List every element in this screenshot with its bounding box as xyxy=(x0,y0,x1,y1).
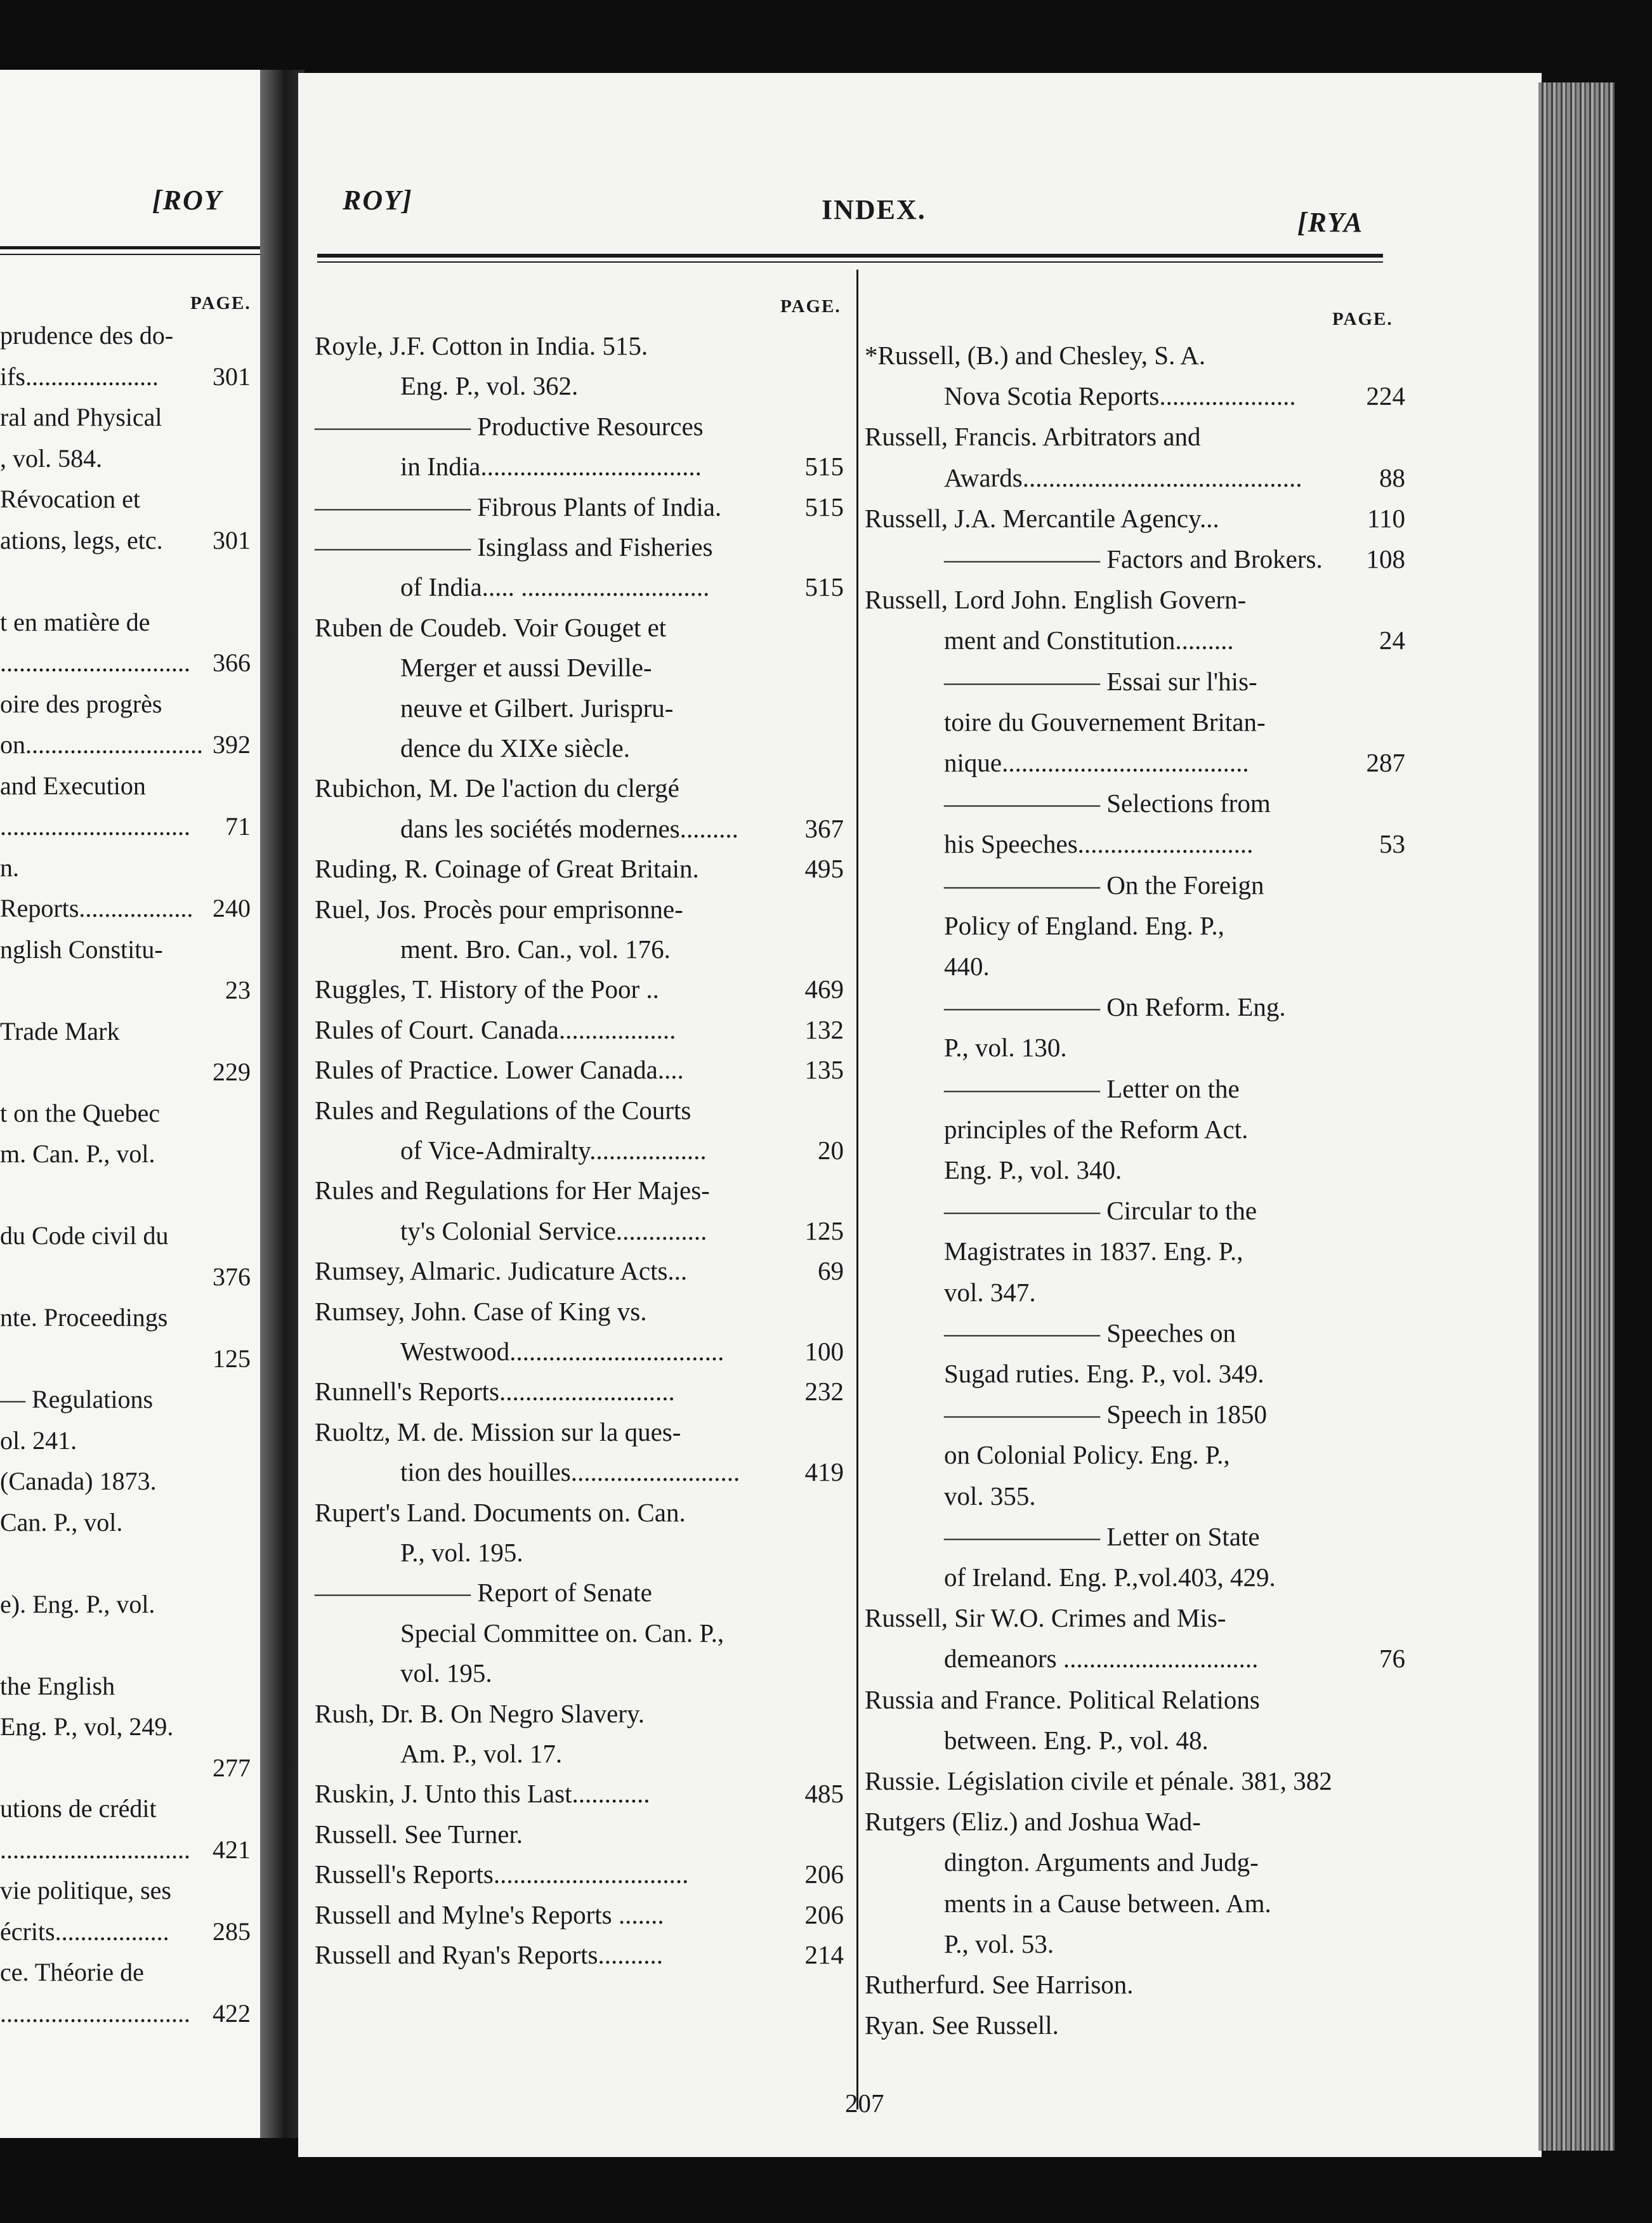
index-entry-text: —————— Letter on the xyxy=(944,1073,1240,1103)
index-entry-text: Russell, Lord John. English Govern- xyxy=(865,585,1247,615)
index-entry-text: nique...................................... xyxy=(944,748,1249,777)
left-fragment-text: nte. Proceedings xyxy=(0,1303,168,1332)
index-entry xyxy=(315,1014,844,1044)
left-fragment-text: on............................ xyxy=(0,730,203,759)
left-index-fragment xyxy=(0,1426,251,1455)
index-entry xyxy=(400,454,844,480)
index-entry-text: principles of the Reform Act. xyxy=(944,1114,1249,1144)
index-entry-page: 125 xyxy=(804,1216,844,1245)
left-index-fragment xyxy=(0,853,251,882)
left-page-label: PAGE. xyxy=(190,293,251,313)
index-entry-text: 440. xyxy=(944,952,990,981)
index-entry xyxy=(944,1238,1405,1264)
left-fragment-text: .............................. xyxy=(0,1998,190,2028)
index-entry-text: Awards........................................... xyxy=(944,462,1302,492)
index-entry xyxy=(315,775,844,801)
index-entry-text: toire du Gouvernement Britan- xyxy=(944,707,1266,737)
index-entry xyxy=(400,655,844,681)
index-entry-page: 76 xyxy=(1379,1644,1405,1674)
index-entry-page: 135 xyxy=(804,1055,844,1085)
index-entry-text: Rush, Dr. B. On Negro Slavery. xyxy=(315,1698,645,1728)
index-entry xyxy=(944,1114,1405,1144)
left-index-fragment xyxy=(0,1098,251,1128)
index-entry xyxy=(315,856,844,882)
left-index-fragment xyxy=(0,893,251,923)
left-index-fragment xyxy=(0,730,251,759)
index-entry xyxy=(315,1497,844,1527)
index-entry-text: —————— Fibrous Plants of India. xyxy=(315,492,722,521)
index-entry-text: of India..... ............................. xyxy=(400,572,710,602)
left-fragment-text: ifs..................... xyxy=(0,362,159,391)
left-index-fragment xyxy=(0,1671,251,1701)
index-entry-text: P., vol. 53. xyxy=(944,1929,1054,1958)
index-entry xyxy=(400,1218,844,1244)
left-index-fragment xyxy=(0,443,251,473)
left-fragment-page: 229 xyxy=(213,1058,251,1086)
index-entry xyxy=(315,1177,844,1203)
index-entry xyxy=(944,627,1405,653)
index-entry xyxy=(944,666,1405,696)
left-fragment-page: 392 xyxy=(213,730,251,759)
index-entry-text: Russie. Législation civile et pénale. 381, 382 xyxy=(865,1766,1332,1795)
left-index-fragment xyxy=(0,771,251,801)
index-entry-text: vol. 355. xyxy=(944,1481,1036,1511)
left-fragment-page: 23 xyxy=(225,976,251,1004)
index-entry xyxy=(400,936,844,962)
index-entry xyxy=(944,750,1405,776)
index-entry-text: Eng. P., vol. 362. xyxy=(400,371,579,401)
left-index-fragment xyxy=(0,1835,251,1865)
left-index-fragment xyxy=(0,402,251,432)
index-entry xyxy=(315,1258,844,1284)
index-entry-page: 495 xyxy=(804,854,844,884)
index-entry-text: ment. Bro. Can., vol. 176. xyxy=(400,934,671,964)
index-entry xyxy=(400,695,844,721)
index-entry-text: *Russell, (B.) and Chesley, S. A. xyxy=(865,341,1206,370)
left-fragment-text: ce. Théorie de xyxy=(0,1958,144,1986)
index-entry xyxy=(400,1459,844,1485)
index-entry xyxy=(944,1035,1405,1061)
left-fragment-page: 240 xyxy=(213,894,251,922)
index-entry xyxy=(865,503,1405,533)
left-index-fragment xyxy=(0,1589,251,1619)
index-entry xyxy=(944,1320,1405,1346)
index-entry xyxy=(865,343,1405,369)
index-entry xyxy=(315,333,844,359)
index-entry-text: Magistrates in 1837. Eng. P., xyxy=(944,1236,1243,1266)
left-index-fragment xyxy=(0,1957,251,1987)
left-index-fragment xyxy=(0,1139,251,1169)
index-entry-text: Ruskin, J. Unto this Last............ xyxy=(315,1779,650,1809)
index-entry xyxy=(944,1725,1405,1755)
header-right: [RYA xyxy=(1297,207,1364,238)
index-entry-text: dence du XIXe siècle. xyxy=(400,733,630,763)
index-entry-text: in India.................................. xyxy=(400,452,702,482)
left-index-fragment xyxy=(0,607,251,637)
index-entry-text: Russell, J.A. Mercantile Agency... xyxy=(865,503,1219,533)
index-entry xyxy=(944,462,1405,492)
index-entry xyxy=(865,1809,1405,1835)
index-entry-text: Rules and Regulations of the Courts xyxy=(315,1095,692,1125)
index-entry-text: Royle, J.F. Cotton in India. 515. xyxy=(315,331,648,360)
index-entry-text: Rules of Practice. Lower Canada.... xyxy=(315,1055,684,1085)
index-entry-text: Rutgers (Eliz.) and Joshua Wad- xyxy=(865,1807,1201,1837)
index-entry-text: demeanors .............................. xyxy=(944,1644,1259,1674)
index-entry xyxy=(944,709,1405,735)
index-entry-text: Special Committee on. Can. P., xyxy=(400,1618,724,1648)
index-entry-text: —————— Speech in 1850 xyxy=(944,1400,1268,1429)
index-entry xyxy=(865,587,1405,613)
index-entry xyxy=(944,1277,1405,1307)
index-entry-page: 69 xyxy=(818,1256,844,1286)
index-entry-text: dans les sociétés modernes......... xyxy=(400,813,738,843)
left-fragment-text: .............................. xyxy=(0,648,190,677)
index-entry-text: —————— On Reform. Eng. xyxy=(944,992,1286,1022)
index-entry-text: P., vol. 195. xyxy=(400,1538,523,1567)
index-entry xyxy=(315,1379,844,1405)
index-entry-text: Russell and Ryan's Reports.......... xyxy=(315,1940,663,1969)
index-entry xyxy=(315,1899,844,1929)
left-fragment-page: 301 xyxy=(213,525,251,554)
index-entry-page: 419 xyxy=(804,1457,844,1487)
index-entry-text: Ryan. See Russell. xyxy=(865,2010,1059,2040)
index-entry xyxy=(315,534,844,560)
index-entry-text: —————— Letter on State xyxy=(944,1521,1260,1551)
index-entry xyxy=(944,1646,1405,1672)
left-fragment-text: the English xyxy=(0,1671,115,1700)
index-entry-text: P., vol. 130. xyxy=(944,1033,1067,1063)
left-index-fragment xyxy=(0,1466,251,1496)
index-entry-text: Runnell's Reports........................... xyxy=(315,1377,675,1407)
left-fragment-text: du Code civil du xyxy=(0,1221,169,1250)
index-entry-text: Russell, Sir W.O. Crimes and Mis- xyxy=(865,1603,1226,1633)
index-entry xyxy=(944,546,1405,572)
index-entry-text: Ruel, Jos. Procès pour emprisonne- xyxy=(315,894,683,924)
index-entry xyxy=(944,1157,1405,1183)
page-number: 207 xyxy=(845,2089,884,2118)
index-entry-text: Russell, Francis. Arbitrators and xyxy=(865,422,1201,452)
index-entry xyxy=(944,383,1405,409)
left-fragment-page: 301 xyxy=(213,362,251,391)
index-entry xyxy=(315,1781,844,1807)
left-index-fragment xyxy=(0,1793,251,1823)
index-entry xyxy=(944,1401,1405,1427)
index-entry-page: 206 xyxy=(804,1859,844,1889)
left-fragment-text: ol. 241. xyxy=(0,1426,77,1455)
index-entry xyxy=(400,1138,844,1164)
index-entry-page: 232 xyxy=(804,1377,844,1407)
left-fragment-text: ral and Physical xyxy=(0,403,162,431)
index-entry xyxy=(315,1296,844,1326)
index-entry-text: Merger et aussi Deville- xyxy=(400,653,652,683)
index-entry xyxy=(315,1095,844,1125)
left-fragment-text: t en matière de xyxy=(0,607,150,636)
index-entry-page: 24 xyxy=(1379,626,1405,655)
left-index-fragment xyxy=(0,689,251,719)
left-fragment-text: (Canada) 1873. xyxy=(0,1467,157,1495)
left-fragment-page: 71 xyxy=(225,812,251,841)
index-entry-text: Am. P., vol. 17. xyxy=(400,1739,563,1768)
left-index-fragment xyxy=(0,525,251,555)
index-entry xyxy=(315,411,844,441)
index-entry xyxy=(315,1057,844,1083)
index-entry xyxy=(944,872,1405,898)
index-entry-text: Sugad ruties. Eng. P., vol. 349. xyxy=(944,1359,1264,1388)
left-header-rule-thin xyxy=(0,254,260,255)
left-fragment-text: vie politique, ses xyxy=(0,1876,171,1905)
index-entry xyxy=(315,896,844,922)
index-entry xyxy=(944,1073,1405,1103)
index-entry-text: Rubichon, M. De l'action du clergé xyxy=(315,773,679,803)
index-entry-text: Russell's Reports.............................. xyxy=(315,1859,689,1889)
left-fragment-text: ations, legs, etc. xyxy=(0,525,163,554)
index-entry-text: Rutherfurd. See Harrison. xyxy=(865,1970,1134,1999)
index-entry xyxy=(865,424,1405,450)
index-entry xyxy=(400,1540,844,1566)
left-fragment-text: Révocation et xyxy=(0,485,141,513)
left-fragment-text: and Execution xyxy=(0,771,146,800)
left-index-fragment xyxy=(0,1875,251,1905)
index-entry-page: 20 xyxy=(818,1136,844,1165)
index-entry xyxy=(400,574,844,600)
index-entry xyxy=(400,1620,844,1646)
left-fragment-text: Can. P., vol. xyxy=(0,1507,123,1537)
index-entry xyxy=(865,1605,1405,1631)
index-entry xyxy=(944,1361,1405,1387)
index-entry-text: of Ireland. Eng. P.,vol.403, 429. xyxy=(944,1563,1276,1592)
index-entry xyxy=(865,2012,1405,2038)
index-entry-text: tion des houilles.......................... xyxy=(400,1457,740,1487)
page-edges xyxy=(1538,82,1615,2151)
header-left: ROY] xyxy=(343,185,413,216)
index-entry-page: 108 xyxy=(1366,544,1405,574)
main-page xyxy=(298,73,1542,2157)
left-fragment-text: n. xyxy=(0,853,19,882)
left-index-fragment xyxy=(0,1998,251,2028)
left-fragment-text: e). Eng. P., vol. xyxy=(0,1589,155,1618)
index-entry xyxy=(944,1521,1405,1551)
index-entry-text: Ruben de Coudeb. Voir Gouget et xyxy=(315,612,667,642)
index-entry-page: 214 xyxy=(804,1940,844,1969)
index-entry-text: Ruding, R. Coinage of Great Britain. xyxy=(315,854,699,884)
index-entry-text: dington. Arguments and Judg- xyxy=(944,1847,1259,1877)
index-entry xyxy=(315,976,844,1002)
col2-page-label: PAGE. xyxy=(1332,309,1393,329)
left-fragment-page: 125 xyxy=(213,1344,251,1373)
index-entry xyxy=(315,1698,844,1728)
index-entry-text: ments in a Cause between. Am. xyxy=(944,1888,1271,1918)
index-entry-text: —————— Report of Senate xyxy=(315,1578,652,1608)
index-entry-page: 367 xyxy=(804,813,844,843)
left-index-fragment xyxy=(0,811,251,841)
index-entry xyxy=(944,1931,1405,1957)
index-entry-text: Policy of England. Eng. P., xyxy=(944,910,1224,940)
index-entry-text: ment and Constitution......... xyxy=(944,626,1234,655)
left-fragment-text: , vol. 584. xyxy=(0,443,103,473)
index-entry-text: —————— Essai sur l'his- xyxy=(944,666,1257,696)
index-entry xyxy=(944,910,1405,940)
left-fragment-text: Trade Mark xyxy=(0,1016,120,1046)
left-index-fragment xyxy=(0,320,251,350)
index-entry-text: —————— Factors and Brokers. xyxy=(944,544,1323,574)
left-index-fragment xyxy=(0,1507,251,1537)
left-fragment-text: m. Can. P., vol. xyxy=(0,1139,155,1168)
index-entry-text: neuve et Gilbert. Jurispru- xyxy=(400,693,674,723)
left-index-fragment xyxy=(0,484,251,514)
left-fragment-text: utions de crédit xyxy=(0,1794,157,1823)
index-entry-text: —————— Circular to the xyxy=(944,1196,1257,1226)
index-entry xyxy=(944,1849,1405,1875)
left-fragment-page: 277 xyxy=(213,1753,251,1782)
index-entry xyxy=(865,1684,1405,1714)
index-entry-text: —————— Isinglass and Fisheries xyxy=(315,532,713,561)
left-fragment-page: 421 xyxy=(213,1835,251,1864)
index-entry xyxy=(944,994,1405,1020)
index-entry-text: on Colonial Policy. Eng. P., xyxy=(944,1440,1230,1470)
left-index-fragment xyxy=(0,934,251,964)
index-entry-text: Russell. See Turner. xyxy=(315,1819,523,1849)
index-entry xyxy=(944,1483,1405,1509)
page-title: INDEX. xyxy=(822,194,926,225)
left-header-rule xyxy=(0,246,260,249)
index-entry-text: Rumsey, Almaric. Judicature Acts... xyxy=(315,1256,688,1286)
left-fragment-text: — Regulations xyxy=(0,1385,154,1413)
index-entry xyxy=(400,735,844,761)
left-index-fragment xyxy=(0,1712,251,1741)
left-fragment-text: écrits.................. xyxy=(0,1917,169,1946)
column-divider xyxy=(856,270,858,2109)
left-fragment-page: 376 xyxy=(213,1262,251,1291)
index-entry-page: 515 xyxy=(804,492,844,521)
index-entry-text: ty's Colonial Service.............. xyxy=(400,1216,707,1245)
index-entry-text: —————— Speeches on xyxy=(944,1318,1236,1348)
index-entry xyxy=(315,612,844,642)
index-entry xyxy=(315,1861,844,1887)
index-entry xyxy=(400,1741,844,1767)
index-entry-text: —————— On the Foreign xyxy=(944,870,1264,900)
index-entry-page: 206 xyxy=(804,1899,844,1929)
left-fragment-text: oire des progrès xyxy=(0,689,162,718)
index-entry-text: Nova Scotia Reports..................... xyxy=(944,381,1296,411)
index-entry-text: Russell and Mylne's Reports ....... xyxy=(315,1899,664,1929)
index-entry xyxy=(944,954,1405,980)
index-entry-page: 287 xyxy=(1366,748,1405,777)
index-entry xyxy=(865,1972,1405,1998)
index-entry-page: 224 xyxy=(1366,381,1405,411)
index-entry xyxy=(944,1198,1405,1224)
index-entry-page: 132 xyxy=(804,1014,844,1044)
index-entry-text: Russia and France. Political Relations xyxy=(865,1684,1260,1714)
index-entry-page: 515 xyxy=(804,452,844,482)
index-entry xyxy=(315,1821,844,1847)
left-fragment-page: 366 xyxy=(213,648,251,677)
index-entry xyxy=(400,1339,844,1365)
index-entry xyxy=(315,1942,844,1968)
index-entry-page: 88 xyxy=(1379,462,1405,492)
left-index-fragment xyxy=(0,362,251,391)
index-entry-text: Rupert's Land. Documents on. Can. xyxy=(315,1497,686,1527)
left-index-fragment xyxy=(0,1016,251,1046)
index-entry xyxy=(944,790,1405,816)
left-index-fragment xyxy=(0,1384,251,1414)
index-entry xyxy=(944,1564,1405,1590)
left-fragment-text: prudence des do- xyxy=(0,321,174,350)
index-entry-text: Rumsey, John. Case of King vs. xyxy=(315,1296,647,1326)
left-index-fragment xyxy=(0,1302,251,1332)
index-entry-text: —————— Selections from xyxy=(944,789,1271,818)
index-entry-text: vol. 347. xyxy=(944,1277,1036,1307)
col1-page-label: PAGE. xyxy=(780,296,841,317)
left-page xyxy=(0,70,270,2138)
index-entry-page: 110 xyxy=(1367,503,1405,533)
index-entry xyxy=(315,494,844,520)
left-fragment-text: Eng. P., vol, 249. xyxy=(0,1712,174,1741)
left-page-header: [ROY xyxy=(152,185,223,216)
left-fragment-text: nglish Constitu- xyxy=(0,934,163,964)
index-entry-text: —————— Productive Resources xyxy=(315,411,704,441)
left-fragment-text: .............................. xyxy=(0,812,190,841)
index-entry-text: Rules and Regulations for Her Majes- xyxy=(315,1176,710,1205)
index-entry xyxy=(944,1442,1405,1468)
index-entry-page: 100 xyxy=(804,1337,844,1366)
index-entry xyxy=(865,1768,1405,1794)
index-entry-text: Westwood................................. xyxy=(400,1337,724,1366)
index-entry-text: of Vice-Admiralty.................. xyxy=(400,1136,707,1165)
index-entry xyxy=(315,1580,844,1606)
index-entry xyxy=(400,813,844,843)
index-entry-text: his Speeches........................... xyxy=(944,829,1254,859)
index-entry-page: 485 xyxy=(804,1779,844,1809)
index-entry-text: Rules of Court. Canada.................. xyxy=(315,1014,676,1044)
index-entry-text: Ruoltz, M. de. Mission sur la ques- xyxy=(315,1417,681,1446)
index-entry xyxy=(315,1419,844,1445)
index-entry xyxy=(400,1660,844,1686)
left-index-fragment xyxy=(0,1917,251,1946)
left-fragment-text: Reports.................. xyxy=(0,894,193,922)
index-entry-text: vol. 195. xyxy=(400,1658,492,1688)
left-fragment-text: t on the Quebec xyxy=(0,1098,161,1127)
index-entry-page: 469 xyxy=(804,974,844,1004)
index-entry-text: between. Eng. P., vol. 48. xyxy=(944,1725,1209,1755)
index-entry-page: 515 xyxy=(804,572,844,602)
left-index-fragment xyxy=(0,648,251,678)
index-entry xyxy=(400,373,844,399)
index-entry xyxy=(944,831,1405,857)
header-rule-thin xyxy=(317,261,1383,263)
left-fragment-text: .............................. xyxy=(0,1835,190,1864)
left-fragment-page: 422 xyxy=(213,1998,251,2028)
index-entry-page: 53 xyxy=(1379,829,1405,859)
index-entry xyxy=(944,1888,1405,1918)
left-index-fragment xyxy=(0,1221,251,1250)
index-entry-text: Ruggles, T. History of the Poor .. xyxy=(315,974,659,1004)
header-rule xyxy=(317,254,1383,258)
index-entry-text: Eng. P., vol. 340. xyxy=(944,1155,1122,1184)
left-fragment-page: 285 xyxy=(213,1917,251,1946)
